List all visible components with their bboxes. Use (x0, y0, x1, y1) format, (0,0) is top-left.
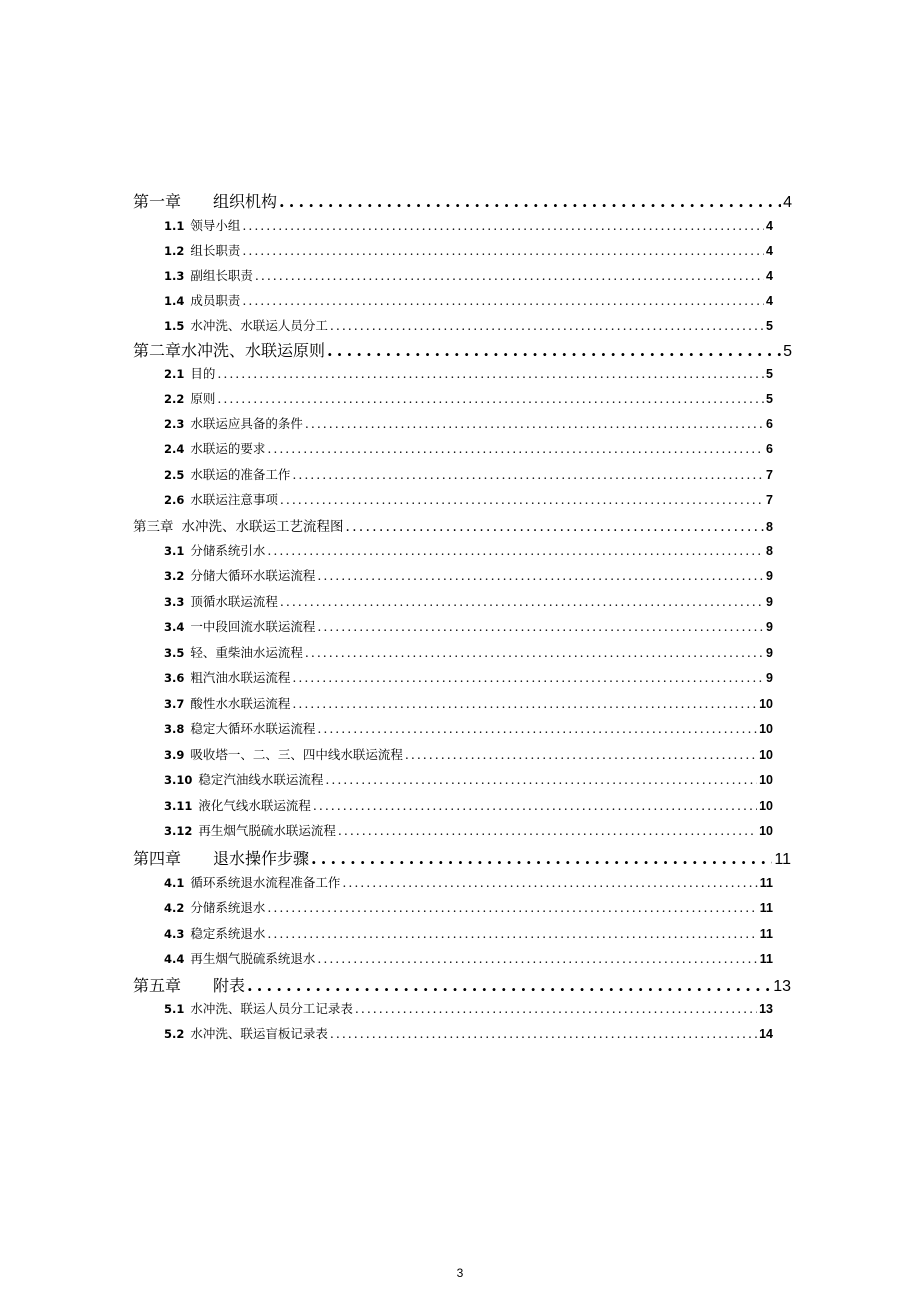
section-title: 组长职责 (190, 243, 241, 258)
toc-section-3-11[interactable] (164, 796, 773, 814)
toc-section-2-1[interactable] (164, 364, 773, 382)
section-number: 5.2 (164, 1027, 185, 1041)
section-title: 稳定大循环水联运流程 (190, 721, 316, 736)
section-title: 成员职责 (190, 293, 241, 308)
toc-section-3-1[interactable] (164, 541, 773, 559)
section-title: 水联运应具备的条件 (190, 416, 303, 431)
section-number: 4.3 (164, 927, 185, 941)
toc-section-2-3[interactable] (164, 414, 773, 432)
toc-section-2-2[interactable] (164, 389, 773, 407)
page-number: 8 (766, 520, 773, 534)
toc-section-1-2[interactable] (164, 241, 773, 259)
section-title: 稳定系统退水 (190, 926, 266, 941)
dot-leader (330, 1026, 757, 1041)
toc-chapter-5[interactable] (133, 973, 791, 996)
section-number: 1.1 (164, 219, 185, 233)
section-number: 3.11 (164, 799, 193, 813)
section-number: 3.2 (164, 569, 185, 583)
dot-leader (327, 341, 781, 360)
dot-leader (247, 976, 771, 995)
dot-leader (279, 192, 781, 211)
dot-leader (338, 823, 757, 838)
toc-section-1-4[interactable] (164, 291, 773, 309)
toc-chapter-1[interactable] (133, 189, 792, 212)
page-number: 5 (783, 343, 792, 360)
page-number: 4 (783, 194, 792, 211)
dot-leader (317, 568, 764, 583)
dot-leader (242, 218, 764, 233)
page-number: 9 (766, 620, 773, 634)
section-title: 分储大循环水联运流程 (190, 568, 316, 583)
dot-leader (346, 519, 765, 535)
page-number: 4 (766, 269, 773, 283)
page-number: 11 (759, 876, 773, 890)
chapter-number: 第二章 (133, 341, 182, 360)
toc-section-3-5[interactable] (164, 643, 773, 661)
toc-section-3-3[interactable] (164, 592, 773, 610)
section-title: 液化气线水联运流程 (198, 798, 311, 813)
dot-leader (267, 543, 764, 558)
page-number: 11 (759, 952, 773, 966)
section-title: 吸收塔一、二、三、四中线水联运流程 (190, 747, 403, 762)
toc-section-3-8[interactable] (164, 719, 773, 737)
toc-section-2-6[interactable] (164, 490, 773, 508)
section-number: 3.10 (164, 773, 193, 787)
chapter-title: 退水操作步骤 (213, 849, 310, 868)
page-number: 7 (766, 493, 773, 507)
dot-leader (317, 951, 757, 966)
dot-leader (292, 670, 764, 685)
toc-chapter-3[interactable] (133, 515, 773, 535)
section-number: 3.6 (164, 671, 185, 685)
dot-leader (305, 645, 764, 660)
section-number: 1.2 (164, 244, 185, 258)
section-number: 2.1 (164, 367, 185, 381)
toc-section-3-12[interactable] (164, 821, 773, 839)
toc-section-4-3[interactable] (164, 924, 773, 942)
section-title: 再生烟气脱硫系统退水 (190, 951, 316, 966)
toc-section-4-4[interactable] (164, 949, 773, 967)
dot-leader (342, 875, 757, 890)
chapter-number: 第一章 (133, 192, 182, 211)
section-number: 2.5 (164, 468, 185, 482)
section-title: 顶循水联运流程 (190, 594, 278, 609)
section-number: 4.4 (164, 952, 185, 966)
dot-leader (267, 441, 764, 456)
section-number: 1.4 (164, 294, 185, 308)
toc-section-3-4[interactable] (164, 617, 773, 635)
section-number: 2.2 (164, 392, 185, 406)
chapter-title: 组织机构 (213, 192, 278, 211)
section-title: 水冲洗、联运人员分工记录表 (190, 1001, 353, 1016)
section-title: 酸性水水联运流程 (190, 696, 291, 711)
section-number: 3.8 (164, 722, 185, 736)
chapter-number: 第五章 (133, 976, 182, 995)
section-number: 3.3 (164, 595, 185, 609)
page-number: 7 (766, 468, 773, 482)
section-number: 3.4 (164, 620, 185, 634)
dot-leader (355, 1001, 757, 1016)
chapter-title: 水冲洗、水联运工艺流程图 (181, 519, 344, 535)
page-number: 4 (766, 244, 773, 258)
page-number: 5 (766, 319, 773, 333)
page-number: 10 (759, 748, 773, 762)
page-number: 6 (766, 442, 773, 456)
dot-leader (317, 619, 764, 634)
section-title: 分储系统引水 (190, 543, 266, 558)
toc-section-3-10[interactable] (164, 770, 773, 788)
toc-section-3-7[interactable] (164, 694, 773, 712)
dot-leader (317, 721, 757, 736)
section-title: 再生烟气脱硫水联运流程 (198, 823, 336, 838)
section-number: 2.4 (164, 442, 185, 456)
section-title: 分储系统退水 (190, 900, 266, 915)
section-number: 3.9 (164, 748, 185, 762)
dot-leader (313, 798, 757, 813)
toc-section-2-5[interactable] (164, 465, 773, 483)
dot-leader (255, 268, 764, 283)
page-number: 9 (766, 671, 773, 685)
section-number: 4.1 (164, 876, 185, 890)
dot-leader (330, 318, 764, 333)
section-title: 水联运的要求 (190, 441, 266, 456)
chapter-title: 水冲洗、水联运原则 (181, 341, 326, 360)
dot-leader (217, 366, 764, 381)
section-number: 2.6 (164, 493, 185, 507)
toc-section-1-1[interactable] (164, 216, 773, 234)
dot-leader (280, 594, 764, 609)
toc-section-4-1[interactable] (164, 873, 773, 891)
section-number: 5.1 (164, 1002, 185, 1016)
toc-section-5-2[interactable] (164, 1024, 773, 1042)
page-number: 5 (766, 392, 773, 406)
section-title: 稳定汽油线水联运流程 (198, 772, 324, 787)
dot-leader (311, 849, 772, 868)
section-title: 轻、重柴油水运流程 (190, 645, 303, 660)
page-number: 11 (759, 901, 773, 915)
dot-leader (280, 492, 764, 507)
dot-leader (292, 696, 757, 711)
section-title: 水联运的准备工作 (190, 467, 291, 482)
section-title: 粗汽油水联运流程 (190, 670, 291, 685)
dot-leader (267, 900, 757, 915)
page-number: 6 (766, 417, 773, 431)
section-title: 原则 (190, 391, 216, 406)
toc-section-1-3[interactable] (164, 266, 773, 284)
page-number: 11 (774, 851, 791, 868)
dot-leader (242, 243, 764, 258)
toc-chapter-2[interactable] (133, 338, 792, 361)
section-title: 目的 (190, 366, 216, 381)
chapter-number: 第三章 (133, 519, 174, 535)
page-number: 10 (759, 773, 773, 787)
dot-leader (217, 391, 764, 406)
section-title: 水冲洗、联运盲板记录表 (190, 1026, 328, 1041)
section-title: 循环系统退水流程准备工作 (190, 875, 341, 890)
toc-section-2-4[interactable] (164, 439, 773, 457)
page-number: 4 (766, 294, 773, 308)
section-title: 水冲洗、水联运人员分工 (190, 318, 328, 333)
section-number: 3.7 (164, 697, 185, 711)
section-title: 领导小组 (190, 218, 241, 233)
toc-section-1-5[interactable] (164, 316, 773, 334)
section-number: 3.5 (164, 646, 185, 660)
page-number: 11 (759, 927, 773, 941)
page-number: 14 (759, 1027, 773, 1041)
dot-leader (405, 747, 757, 762)
footer-page-number: 3 (456, 1266, 464, 1280)
toc-section-3-2[interactable] (164, 566, 773, 584)
section-number: 2.3 (164, 417, 185, 431)
section-number: 1.5 (164, 319, 185, 333)
toc-section-4-2[interactable] (164, 898, 773, 916)
toc-section-5-1[interactable] (164, 999, 773, 1017)
page-number: 13 (773, 978, 791, 995)
page-number: 10 (759, 799, 773, 813)
dot-leader (242, 293, 764, 308)
page-number: 10 (759, 824, 773, 838)
page-number: 4 (766, 219, 773, 233)
section-number: 1.3 (164, 269, 185, 283)
toc-section-3-6[interactable] (164, 668, 773, 686)
chapter-title: 附表 (213, 976, 246, 995)
page-number: 8 (766, 544, 773, 558)
dot-leader (305, 416, 764, 431)
chapter-number: 第四章 (133, 849, 182, 868)
page-number: 9 (766, 569, 773, 583)
section-number: 3.1 (164, 544, 185, 558)
dot-leader (292, 467, 764, 482)
section-title: 水联运注意事项 (190, 492, 278, 507)
dot-leader (325, 772, 757, 787)
section-title: 一中段回流水联运流程 (190, 619, 316, 634)
page-number: 5 (766, 367, 773, 381)
toc-section-3-9[interactable] (164, 745, 773, 763)
page-number: 9 (766, 646, 773, 660)
toc-chapter-4[interactable] (133, 846, 791, 869)
page-number: 10 (759, 722, 773, 736)
section-number: 3.12 (164, 824, 193, 838)
section-number: 4.2 (164, 901, 185, 915)
page-number: 10 (759, 697, 773, 711)
page-number: 13 (759, 1002, 773, 1016)
dot-leader (267, 926, 757, 941)
page-number: 9 (766, 595, 773, 609)
section-title: 副组长职责 (190, 268, 253, 283)
